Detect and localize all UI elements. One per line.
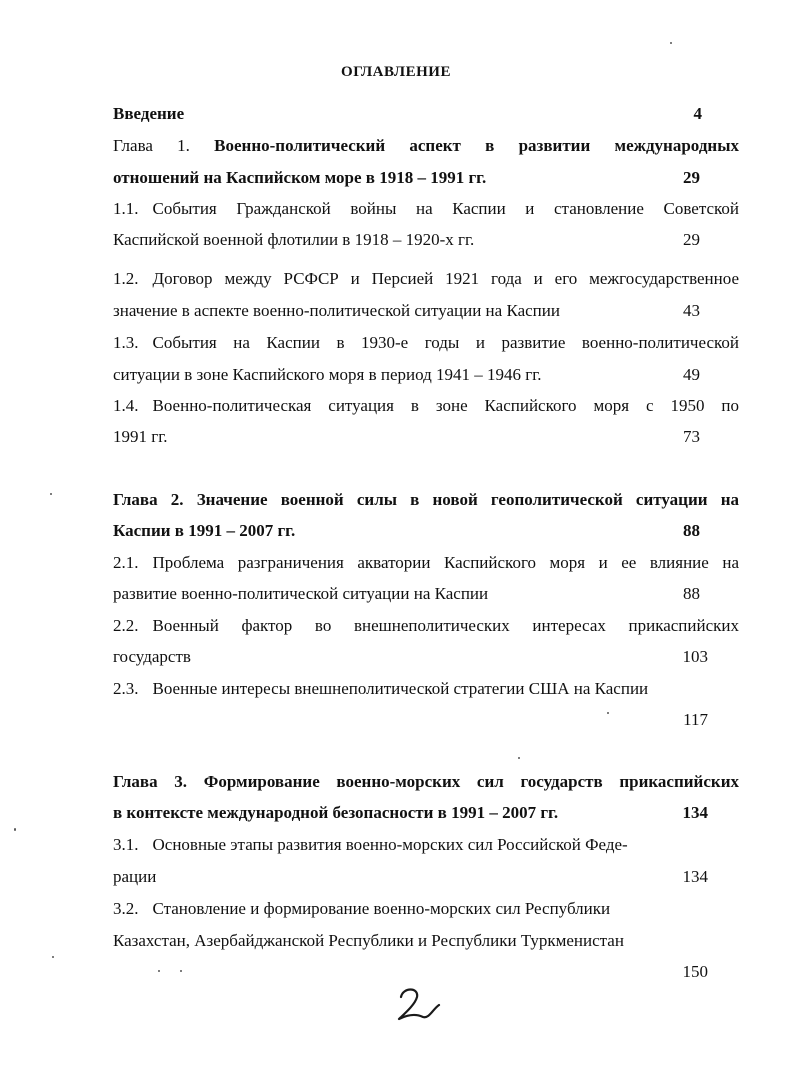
section-3-1-num: 3.1. bbox=[113, 835, 139, 854]
section-1-1-text: События Гражданской войны на Каспии и становление Советской bbox=[152, 199, 739, 218]
section-1-3-text: События на Каспии в 1930-е годы и развитие военно-политической bbox=[152, 333, 739, 352]
section-1-2-num: 1.2. bbox=[113, 269, 139, 288]
toc-chapter-3-line-1: Глава 3. Формирование военно-морских сил государств прикаспийских bbox=[113, 772, 739, 791]
section-2-3-text: Военные интересы внешнеполитической стратегии США на Каспии bbox=[152, 679, 649, 698]
toc-section-2-1-line-2: развитие военно-политической ситуации на Каспии bbox=[113, 584, 489, 603]
section-2-2-text: Военный фактор во внешнеполитических интересах прикаспийских bbox=[152, 616, 739, 635]
toc-section-3-1-line-1 bbox=[113, 834, 739, 856]
toc-section-1-2-line-1 bbox=[113, 268, 739, 290]
chapter-1-prefix: Глава 1. bbox=[113, 136, 190, 155]
toc-section-1-1-line-2: Каспийской военной флотилии в 1918 – 1920-х гг. bbox=[113, 230, 475, 249]
toc-chapter-3-page: 134 bbox=[682, 803, 708, 822]
toc-section-2-2-line-1 bbox=[113, 615, 739, 637]
toc-section-1-3-page: 49 bbox=[683, 365, 700, 384]
toc-section-1-1-line-1 bbox=[113, 198, 739, 220]
toc-section-3-2-line-1 bbox=[113, 898, 739, 920]
toc-section-2-3-page: 117 bbox=[683, 710, 708, 729]
toc-section-3-2-page: 150 bbox=[682, 962, 708, 981]
toc-chapter-2-line-1: Глава 2. Значение военной силы в новой геополитической ситуации на bbox=[113, 490, 739, 509]
section-2-3-num: 2.3. bbox=[113, 679, 139, 698]
section-1-3-num: 1.3. bbox=[113, 333, 139, 352]
toc-section-1-3-line-2: ситуации в зоне Каспийского моря в период 1941 – 1946 гг. bbox=[113, 365, 542, 384]
scan-speck bbox=[158, 970, 160, 972]
scan-speck bbox=[50, 493, 52, 495]
toc-intro-label: Введение bbox=[113, 104, 185, 123]
toc-intro-page: 4 bbox=[693, 104, 702, 123]
toc-section-2-2-line-2: государств bbox=[113, 647, 191, 666]
toc-section-1-3-line-1 bbox=[113, 332, 739, 354]
toc-chapter-3-line-2: в контексте международной безопасности в 1991 – 2007 гг. bbox=[113, 803, 559, 822]
section-1-4-text: Военно-политическая ситуация в зоне Каспийского моря с 1950 по bbox=[152, 396, 739, 415]
section-3-2-text: Становление и формирование военно-морских сил Республики bbox=[152, 899, 611, 918]
section-1-1-num: 1.1. bbox=[113, 199, 139, 218]
toc-section-1-2-page: 43 bbox=[683, 301, 700, 320]
section-1-4-num: 1.4. bbox=[113, 396, 139, 415]
section-2-1-text: Проблема разграничения акватории Каспийского моря и ее влияние на bbox=[152, 553, 739, 572]
toc-section-3-1-page: 134 bbox=[682, 867, 708, 886]
section-1-2-text: Договор между РСФСР и Персией 1921 года и его межгосударственное bbox=[152, 269, 739, 288]
handwritten-page-number bbox=[393, 985, 443, 1023]
toc-section-3-1-line-2: рации bbox=[113, 867, 157, 886]
toc-chapter-2-page: 88 bbox=[683, 521, 700, 540]
toc-section-1-4-line-1 bbox=[113, 395, 739, 417]
chapter-1-title-1: Военно-политический аспект в развитии международных bbox=[214, 136, 739, 155]
toc-chapter-1-line-2: отношений на Каспийском море в 1918 – 1991 гг. bbox=[113, 168, 487, 187]
toc-section-1-1-page: 29 bbox=[683, 230, 700, 249]
section-2-2-num: 2.2. bbox=[113, 616, 139, 635]
toc-section-2-1-page: 88 bbox=[683, 584, 700, 603]
scan-speck bbox=[180, 970, 182, 972]
section-3-2-num: 3.2. bbox=[113, 899, 139, 918]
toc-chapter-1-page: 29 bbox=[683, 168, 700, 187]
toc-section-1-4-line-2: 1991 гг. bbox=[113, 427, 168, 446]
toc-chapter-1-line-1 bbox=[113, 135, 739, 157]
scan-speck bbox=[52, 956, 54, 958]
scan-speck bbox=[607, 712, 609, 714]
toc-section-2-1-line-1 bbox=[113, 552, 739, 574]
toc-section-1-2-line-2: значение в аспекте военно-политической ситуации на Каспии bbox=[113, 301, 560, 320]
toc-chapter-2-line-2: Каспии в 1991 – 2007 гг. bbox=[113, 521, 296, 540]
scan-speck bbox=[14, 828, 16, 831]
section-2-1-num: 2.1. bbox=[113, 553, 139, 572]
toc-section-3-2-line-2: Казахстан, Азербайджанской Республики и Республики Туркменистан bbox=[113, 931, 624, 950]
scan-speck bbox=[518, 757, 520, 759]
toc-section-2-3-line-1 bbox=[113, 678, 739, 700]
section-3-1-text: Основные этапы развития военно-морских сил Российской Феде- bbox=[152, 835, 628, 854]
scan-speck bbox=[670, 42, 672, 44]
toc-section-1-4-page: 73 bbox=[683, 427, 700, 446]
page-title: ОГЛАВЛЕНИЕ bbox=[341, 64, 451, 80]
toc-section-2-2-page: 103 bbox=[682, 647, 708, 666]
